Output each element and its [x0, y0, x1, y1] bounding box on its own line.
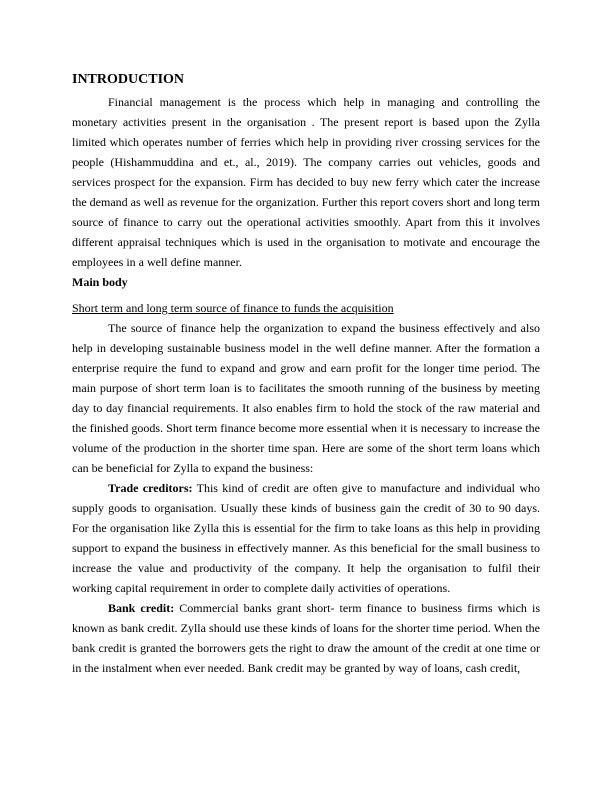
bank-credit-text: Commercial banks grant short- term finance to business firms which is known as bank credit. Zylla should use these kinds of loans for the shorter time period. When the bank credit is granted the borrowers gets the right to draw the amount of the credit at one time or in the instalment when ever needed. Bank credit may be granted by way of loans, cash credit,: [72, 601, 540, 675]
trade-creditors-paragraph: [72, 478, 540, 598]
trade-creditors-text: This kind of credit are often give to manufacture and individual who supply goods to organisation. Usually these kinds of business gain the credit of 30 to 90 days. For the organisation like Zylla this is essential for the firm to take loans as this help in providing support to expand the business in effectively manner. As this beneficial for the small business to increase the value and productivity of the company. It help the organisation to fulfil their working capital requirement in order to complete daily activities of operations.: [72, 481, 540, 595]
bank-credit-term: Bank credit:: [108, 601, 175, 615]
introduction-heading: INTRODUCTION: [72, 72, 185, 87]
section-paragraph: The source of finance help the organization to expand the business effectively and also help in developing sustainable business model in the well define manner. After the formation a enterprise require the fund to expand and grow and earn profit for the longer time period. The main purpose of short term loan is to facilitates the smooth running of the business by meeting day to day financial requirements. It also enables firm to hold the stock of the raw material and the finished goods. Short term finance become more essential when it is necessary to increase the volume of the production in the shorter time span. Here are some of the short term loans which can be beneficial for Zylla to expand the business:: [72, 321, 540, 475]
trade-creditors-term: Trade creditors:: [108, 481, 193, 495]
introduction-paragraph: Financial management is the process which help in managing and controlling the monetary activities present in the organisation . The present report is based upon the Zylla limited which operates number of ferries which help in providing river crossing services for the people (Hishammuddina and et., al., 2019). The company carries out vehicles, goods and services prospect for the expansion. Firm has decided to buy new ferry which cater the increase the demand as well as revenue for the organization. Further this report covers short and long term source of finance to carry out the operational activities smoothly. Apart from this it involves different appraisal techniques which is used in the organisation to motivate and encourage the employees in a well define manner.: [72, 95, 540, 269]
bank-credit-paragraph: [72, 598, 540, 678]
page-content: [72, 71, 540, 678]
section-heading: Short term and long term source of finance to funds the acquisition: [72, 301, 394, 315]
main-body-heading: Main body: [72, 275, 128, 289]
